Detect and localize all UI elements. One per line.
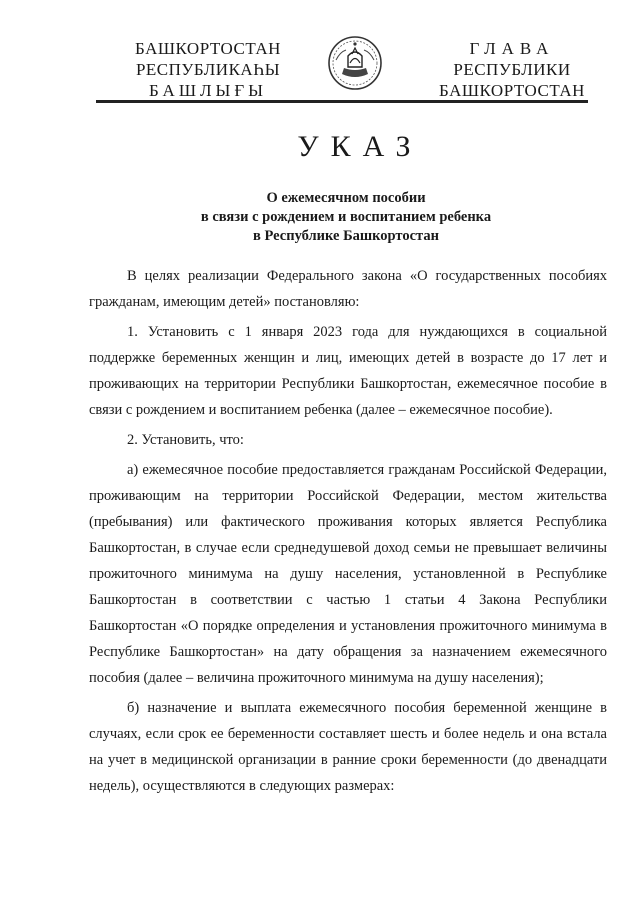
header-right-title xyxy=(412,38,612,101)
document-subtitle xyxy=(156,189,536,246)
body-paragraph: 2. Установить, что: xyxy=(127,432,244,448)
header-left-title xyxy=(108,38,308,101)
header-left-line: РЕСПУБЛИКАҺЫ xyxy=(135,60,281,79)
header-right-line: ГЛАВА xyxy=(469,39,555,58)
header-left-line: БАШЛЫҒЫ xyxy=(149,81,267,100)
document-type-title: УКАЗ xyxy=(297,130,423,163)
body-paragraph: б) назначение и выплата ежемесячного пособия беременной женщине в случаях, если срок ее беременности составляет шесть и более недель и она встала на учет в медицинской организации в ранние сроки беременности (до двенадцати недель), осуществляются в следующих размерах: xyxy=(89,700,607,794)
header-right-line: РЕСПУБЛИКИ xyxy=(453,60,571,79)
header-left-line: БАШКОРТОСТАН xyxy=(135,39,281,58)
header-right-line: БАШКОРТОСТАН xyxy=(439,81,585,100)
header-divider xyxy=(96,100,588,103)
body-paragraph: 1. Установить с 1 января 2023 года для нуждающихся в социальной поддержке беременных женщин и лиц, имеющих детей в возрасте до 17 лет и проживающих на территории Республики Башкортостан, ежемесячное пособие в связи с рождением и воспитанием ребенка (далее – ежемесячное пособие). xyxy=(89,324,607,418)
body-paragraph: В целях реализации Федерального закона «О государственных пособиях гражданам, имеющим детей» постановляю: xyxy=(89,268,607,310)
subtitle-line: в связи с рождением и воспитанием ребенка xyxy=(200,209,492,225)
body-paragraph: а) ежемесячное пособие предоставляется гражданам Российской Федерации, проживающим на территории Российской Федерации, местом жительства (пребывания) или фактического проживания которых является Республика Башкортостан, в случае если среднедушевой доход семьи не превышает величины прожиточного минимума на душу населения, установленной в Республике Башкортостан в соответствии с частью 1 статьи 4 Закона Республики Башкортостан «О порядке определения и установления прожиточного минимума в Республике Башкортостан» на дату обращения за назначением ежемесячного пособия (далее – величина прожиточного минимума на душу населения); xyxy=(89,462,607,686)
subtitle-line: в Республике Башкортостан xyxy=(253,228,439,244)
subtitle-line: О ежемесячном пособии xyxy=(266,190,426,206)
coat-of-arms-icon xyxy=(326,34,384,92)
document-body xyxy=(89,263,607,803)
